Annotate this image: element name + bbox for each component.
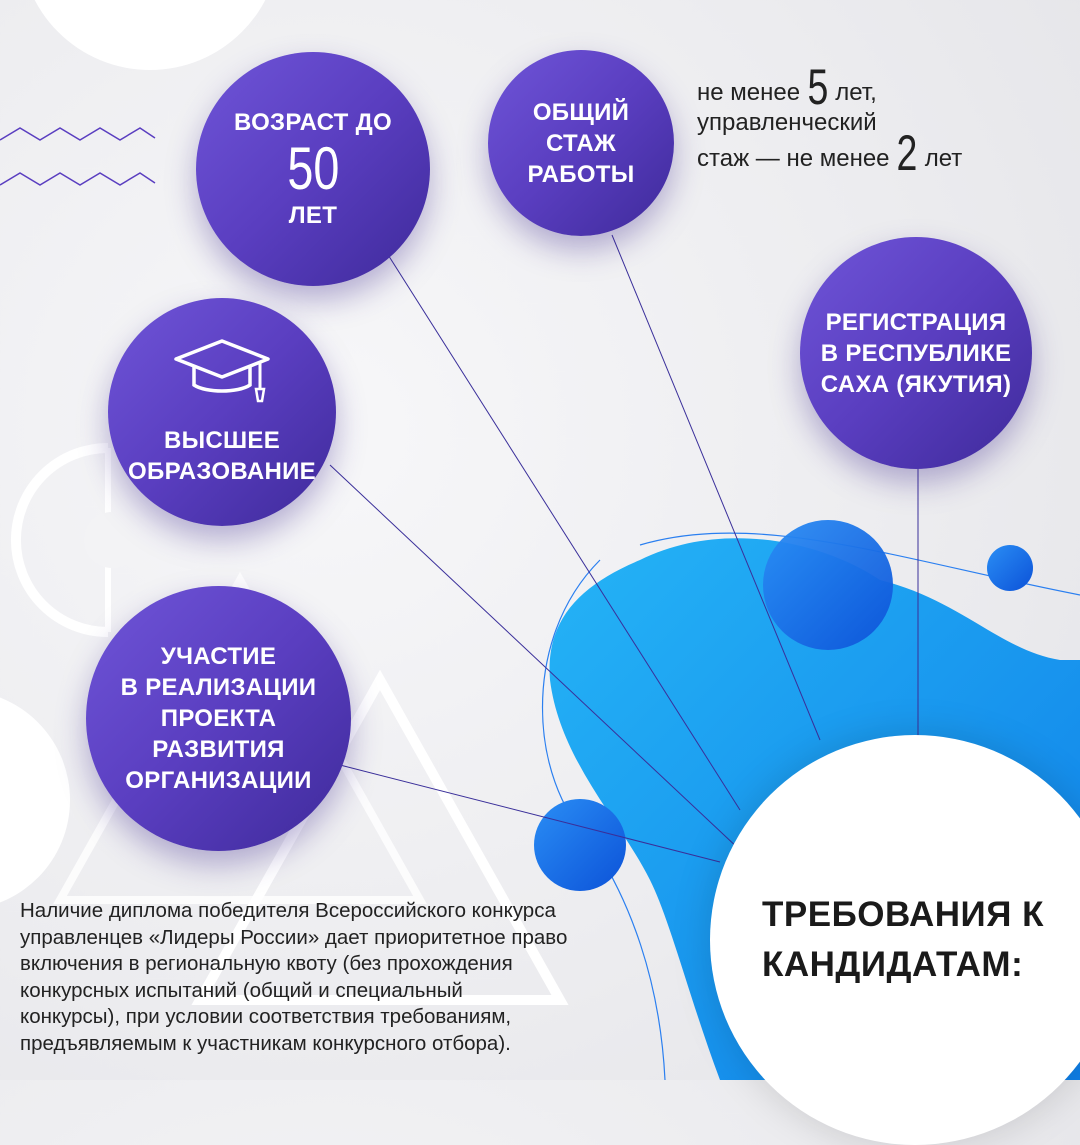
note-line: конкурсы), при условии соответствия требованиям, (20, 1005, 512, 1028)
experience-suffix3: лет (924, 145, 963, 172)
note-line: Наличие диплома победителя Всероссийского конкурса (20, 899, 556, 922)
age-number: 50 (286, 135, 340, 202)
age-line1: ВОЗРАСТ ДО (234, 109, 392, 136)
title-line2: КАНДИДАТАМ: (762, 945, 1024, 984)
experience-circle (488, 50, 674, 236)
experience-detail (697, 59, 963, 181)
decor-circle-top (20, 0, 280, 70)
registration-line2: В РЕСПУБЛИКЕ (820, 339, 1012, 367)
registration-circle (800, 237, 1032, 469)
zigzag-line-2 (0, 173, 155, 185)
zigzag-line-1 (0, 128, 155, 140)
blue-ball-small (987, 545, 1033, 591)
participation-line3: ПРОЕКТА (160, 705, 277, 732)
participation-line1: УЧАСТИЕ (160, 643, 277, 670)
note-line: конкурсных испытаний (общий и специальный (20, 978, 463, 1002)
education-line2: ОБРАЗОВАНИЕ (128, 458, 316, 485)
blue-ball-medium (534, 799, 626, 891)
note-line: предъявляемым к участникам конкурсного отбора). (20, 1031, 511, 1055)
experience-line3: РАБОТЫ (527, 160, 635, 188)
note-line: управленцев «Лидеры России» дает приоритетное право (20, 925, 568, 949)
experience-prefix1: не менее (697, 79, 801, 106)
education-circle (108, 298, 336, 526)
experience-years-management: 2 (896, 125, 918, 181)
experience-prefix3: стаж — не менее (697, 145, 890, 172)
experience-line1: ОБЩИЙ (532, 98, 630, 126)
education-line1: ВЫСШЕЕ (163, 427, 281, 454)
participation-line2: В РЕАЛИЗАЦИИ (120, 674, 317, 701)
participation-line4: РАЗВИТИЯ (152, 736, 285, 763)
participation-circle (86, 586, 351, 851)
note-line: включения в региональную квоту (без прохождения (20, 952, 513, 975)
experience-suffix1: лет, (835, 79, 877, 106)
age-line2: ЛЕТ (288, 202, 338, 229)
priority-note (20, 898, 680, 1057)
registration-line1: РЕГИСТРАЦИЯ (825, 308, 1007, 336)
registration-line3: САХА (ЯКУТИЯ) (820, 370, 1012, 398)
experience-line2: СТАЖ (545, 129, 617, 157)
blue-ball-large (763, 520, 893, 650)
decor-circle-bottom-left (0, 690, 70, 910)
graduation-cap-icon (172, 337, 272, 407)
participation-line5: ОРГАНИЗАЦИИ (125, 767, 312, 794)
experience-line2: управленческий (697, 109, 877, 136)
experience-years-total: 5 (807, 59, 829, 115)
age-requirement-circle (196, 52, 430, 286)
page-title (762, 890, 1044, 990)
title-line1: ТРЕБОВАНИЯ К (762, 895, 1044, 934)
